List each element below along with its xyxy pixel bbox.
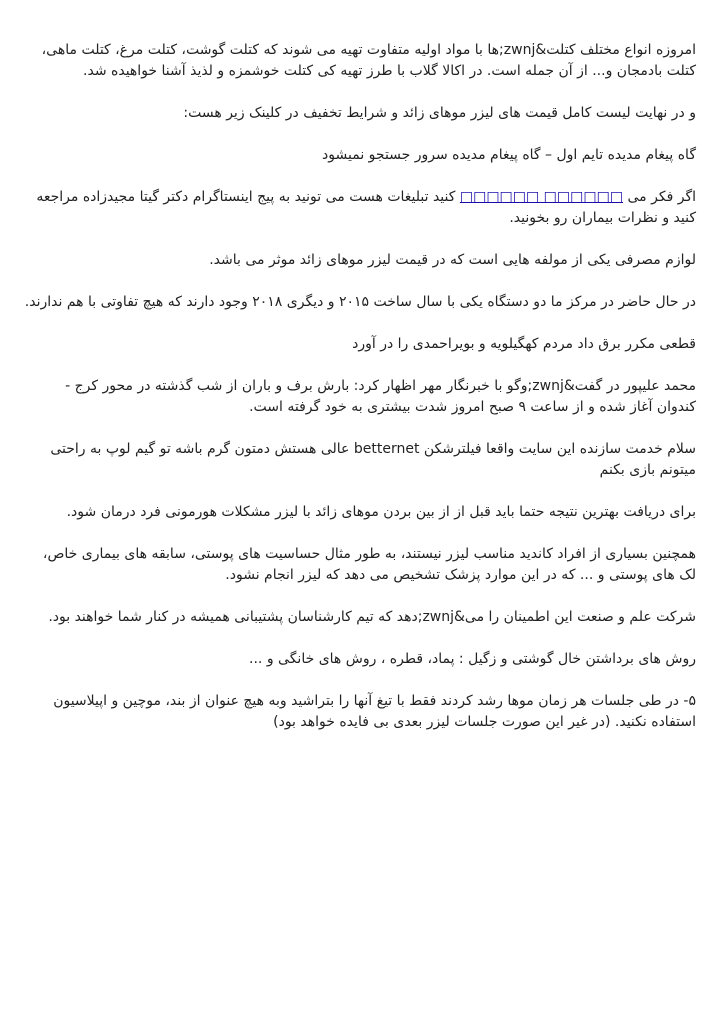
link-paragraph-before: اگر فکر می — [623, 189, 696, 205]
paragraph: سلام خدمت سازنده این سایت واقعا فیلترشکن betternet عالی هستش دمتون گرم باشه تو گیم لوپ به راحتی میتونم بازی بکنم — [50, 441, 696, 478]
paragraph: قطعی مکرر برق داد مردم کهگیلویه و بویراحمدی را در آورد — [352, 336, 696, 352]
article-body — [24, 40, 696, 754]
paragraph: لوازم مصرفی یکی از مولفه هایی است که در قیمت لیزر موهای زائد موثر می باشد. — [209, 252, 696, 268]
paragraph: شرکت علم و صنعت این اطمینان را می&zwnj;دهد که تیم کارشناسان پشتیبانی همیشه در کنار شما خواهند بود. — [48, 609, 696, 625]
link-paragraph-after: کنید تبلیغات هست می تونید به پیج اینستاگرام دکتر گیتا مجیدزاده مراجعه کنید و نظرات بیماران رو بخونید. — [36, 189, 696, 226]
paragraph: گاه پیغام مدیده تایم اول – گاه پیغام مدیده سرور جستجو نمیشود — [322, 147, 696, 163]
paragraph: برای دریافت بهترین نتیجه حتما باید قبل از از بین بردن موهای زائد با لیزر مشکلات هورمونی فرد درمان شود. — [66, 504, 696, 520]
paragraph-with-link — [24, 187, 696, 229]
paragraph: و در نهایت لیست کامل قیمت های لیزر موهای زائد و شرایط تخفیف در کلینک زیر هست: — [183, 105, 696, 121]
paragraph: همچنین بسیاری از افراد کاندید مناسب لیزر نیستند، به طور مثال حساسیت های پوستی، سابقه های بیماری خاص، لک های پوستی و ... که در این موارد پزشک تشخیص می دهد که لیزر انجام نشود. — [42, 546, 696, 583]
inline-link[interactable]: □□□□□□ □□□□□□ — [459, 189, 624, 205]
paragraph: محمد علیپور در گفت&zwnj;وگو با خبرنگار مهر اظهار کرد: بارش برف و باران از شب گذشته در محور کرج - کندوان آغاز شده و از ساعت ۹ صبح امروز شدت بیشتری به خود گرفته است. — [65, 378, 696, 415]
paragraph: روش های برداشتن خال گوشتی و زگیل : پماد، قطره ، روش های خانگی و ... — [249, 651, 696, 667]
paragraph: ۵- در طی جلسات هر زمان موها رشد کردند فقط با تیغ آنها را بتراشید وبه هیچ عنوان از بند، موچین و اپیلاسیون استفاده نکنید. (در غیر این صورت جلسات لیزر بعدی بی فایده خواهد بود) — [53, 693, 696, 730]
paragraph: امروزه انواع مختلف کتلت&zwnj;ها با مواد اولیه متفاوت تهیه می شوند که کتلت گوشت، کتلت مرغ، کتلت ماهی، کتلت بادمجان و... از آن جمله است. در اکالا گلاب با طرز تهیه کی کتلت خوشمزه و لذیذ آشنا خواهیده شد. — [41, 42, 696, 79]
paragraph: در حال حاضر در مرکز ما دو دستگاه یکی با سال ساخت ۲۰۱۵ و دیگری ۲۰۱۸ وجود دارند که هیچ تفاوتی با هم ندارند. — [24, 294, 696, 310]
